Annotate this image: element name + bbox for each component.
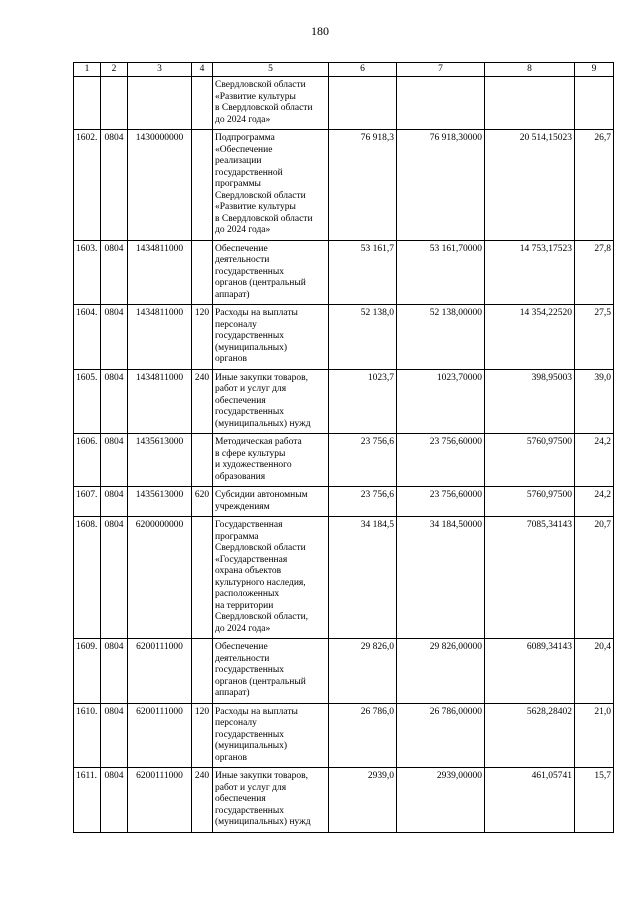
executed-amount-cell: 5760,97500 [485, 487, 575, 517]
item-name-line: образования [215, 471, 266, 482]
executed-amount-cell: 14 753,17523 [485, 240, 575, 305]
execution-percent-cell: 27,5 [575, 305, 614, 370]
executed-amount-cell: 5628,28402 [485, 703, 575, 768]
item-name-line: на территории [215, 600, 274, 611]
column-header: 5 [213, 63, 329, 77]
item-name-line: (муниципальных) [215, 342, 288, 353]
target-code-cell: 1434811000 [128, 369, 192, 434]
execution-percent-cell: 24,2 [575, 487, 614, 517]
row-number-cell: 1611. [74, 768, 101, 833]
item-name-line: (муниципальных) [215, 741, 288, 751]
item-name-line: программа [215, 531, 259, 542]
executed-amount-cell: 461,05741 [485, 768, 575, 833]
executed-amount-cell: 5760,97500 [485, 434, 575, 487]
approved-amount-cell: 53 161,70000 [397, 240, 485, 305]
plan-amount-cell: 23 756,6 [329, 487, 397, 517]
table-row [74, 517, 614, 639]
item-name-cell [213, 77, 329, 130]
section-code-cell: 0804 [101, 517, 128, 639]
item-name-line: работ и услуг для [215, 384, 287, 394]
item-name-line: Свердловской области [215, 543, 306, 553]
table-header-row [74, 63, 614, 77]
target-code-cell: 1435613000 [128, 434, 192, 487]
table-body [74, 77, 614, 833]
section-code-cell: 0804 [101, 434, 128, 487]
row-number-cell: 1610. [74, 703, 101, 768]
target-code-cell: 1434811000 [128, 305, 192, 370]
item-name-line: государственной [215, 167, 283, 178]
plan-amount-cell [329, 77, 397, 130]
item-name-line: Методическая работа [215, 437, 302, 447]
item-name-line: Расходы на выплаты [215, 308, 298, 318]
plan-amount-cell: 23 756,6 [329, 434, 397, 487]
row-number-cell: 1602. [74, 130, 101, 241]
item-name-line: Свердловской области [215, 190, 306, 201]
table-row [74, 639, 614, 704]
row-number-cell: 1606. [74, 434, 101, 487]
column-header: 6 [329, 63, 397, 77]
item-name-line: Обеспечение [215, 243, 268, 254]
row-number-cell: 1608. [74, 517, 101, 639]
row-number-cell: 1605. [74, 369, 101, 434]
table-row [74, 305, 614, 370]
item-name-line: обеспечения [215, 395, 266, 406]
approved-amount-cell: 34 184,50000 [397, 517, 485, 639]
table-row [74, 487, 614, 517]
expense-type-cell [192, 130, 213, 241]
section-code-cell: 0804 [101, 703, 128, 768]
expense-type-cell: 240 [192, 768, 213, 833]
expense-type-cell: 620 [192, 487, 213, 517]
page-number: 180 [311, 24, 329, 38]
execution-percent-cell: 20,7 [575, 517, 614, 639]
section-code-cell [101, 77, 128, 130]
execution-percent-cell: 27,8 [575, 240, 614, 305]
item-name-line: Субсидии автономным [215, 490, 308, 500]
item-name-line: Государственная [215, 520, 283, 530]
execution-percent-cell: 21,0 [575, 703, 614, 768]
target-code-cell [128, 77, 192, 130]
item-name-line: деятельности [215, 653, 270, 664]
item-name-line: Иные закупки товаров, [215, 372, 308, 383]
plan-amount-cell: 34 184,5 [329, 517, 397, 639]
executed-amount-cell: 398,95003 [485, 369, 575, 434]
row-number-cell: 1607. [74, 487, 101, 517]
section-code-cell: 0804 [101, 305, 128, 370]
item-name-line: Свердловской области [215, 80, 306, 90]
row-number-cell: 1603. [74, 240, 101, 305]
item-name-line: государственных [215, 331, 285, 341]
table-row [74, 240, 614, 305]
approved-amount-cell: 26 786,00000 [397, 703, 485, 768]
approved-amount-cell [397, 77, 485, 130]
item-name-line: работ и услуг для [215, 782, 287, 793]
item-name-cell [213, 240, 329, 305]
executed-amount-cell: 7085,34143 [485, 517, 575, 639]
row-number-cell: 1609. [74, 639, 101, 704]
item-name-line: обеспечения [215, 794, 266, 804]
row-number-cell: 1604. [74, 305, 101, 370]
executed-amount-cell [485, 77, 575, 130]
approved-amount-cell: 29 826,00000 [397, 639, 485, 704]
plan-amount-cell: 29 826,0 [329, 639, 397, 704]
expense-type-cell [192, 240, 213, 305]
item-name-line: персоналу [215, 319, 257, 330]
item-name-line: государственных [215, 266, 285, 277]
expense-type-cell: 240 [192, 369, 213, 434]
approved-amount-cell: 2939,00000 [397, 768, 485, 833]
table-row [74, 434, 614, 487]
executed-amount-cell: 14 354,22520 [485, 305, 575, 370]
item-name-line: государственных [215, 665, 285, 675]
item-name-line: в сфере культуры [215, 448, 286, 459]
item-name-line: государственных [215, 407, 285, 417]
plan-amount-cell: 52 138,0 [329, 305, 397, 370]
section-code-cell: 0804 [101, 369, 128, 434]
item-name-line: деятельности [215, 255, 270, 265]
item-name-line: в Свердловской области [215, 103, 313, 113]
item-name-line: до 2024 года» [215, 623, 271, 634]
item-name-line: государственных [215, 729, 285, 740]
plan-amount-cell: 76 918,3 [329, 130, 397, 241]
table-row [74, 369, 614, 434]
item-name-line: расположенных [215, 589, 280, 599]
item-name-cell [213, 130, 329, 241]
target-code-cell: 1434811000 [128, 240, 192, 305]
row-number-cell [74, 77, 101, 130]
column-header: 1 [74, 63, 101, 77]
section-code-cell: 0804 [101, 487, 128, 517]
item-name-cell [213, 639, 329, 704]
item-name-line: учреждениям [215, 501, 270, 512]
item-name-line: Расходы на выплаты [215, 706, 298, 717]
target-code-cell: 6200111000 [128, 768, 192, 833]
item-name-cell [213, 703, 329, 768]
item-name-line: Свердловской области, [215, 612, 309, 622]
target-code-cell: 1430000000 [128, 130, 192, 241]
plan-amount-cell: 26 786,0 [329, 703, 397, 768]
expense-type-cell: 120 [192, 703, 213, 768]
item-name-line: органов [215, 752, 247, 763]
item-name-line: государственных [215, 805, 285, 816]
item-name-line: культурного наследия, [215, 577, 306, 588]
item-name-cell [213, 517, 329, 639]
item-name-line: персоналу [215, 718, 257, 728]
approved-amount-cell: 52 138,00000 [397, 305, 485, 370]
item-name-line: (муниципальных) нужд [215, 817, 311, 827]
table-row [74, 130, 614, 241]
item-name-line: органов (центральный [215, 278, 306, 288]
execution-percent-cell: 24,2 [575, 434, 614, 487]
approved-amount-cell: 76 918,30000 [397, 130, 485, 241]
item-name-line: Обеспечение [215, 642, 268, 652]
column-header: 8 [485, 63, 575, 77]
item-name-cell [213, 369, 329, 434]
target-code-cell: 1435613000 [128, 487, 192, 517]
expense-type-cell [192, 434, 213, 487]
column-header: 9 [575, 63, 614, 77]
section-code-cell: 0804 [101, 130, 128, 241]
expense-type-cell [192, 517, 213, 639]
target-code-cell: 6200111000 [128, 639, 192, 704]
item-name-line: до 2024 года» [215, 225, 271, 235]
expense-type-cell: 120 [192, 305, 213, 370]
item-name-cell [213, 434, 329, 487]
section-code-cell: 0804 [101, 768, 128, 833]
item-name-line: аппарат) [215, 688, 250, 698]
item-name-cell [213, 768, 329, 833]
item-name-line: до 2024 года» [215, 114, 271, 125]
column-header: 4 [192, 63, 213, 77]
approved-amount-cell: 1023,70000 [397, 369, 485, 434]
executed-amount-cell: 6089,34143 [485, 639, 575, 704]
plan-amount-cell: 1023,7 [329, 369, 397, 434]
item-name-line: в Свердловской области [215, 213, 313, 224]
section-code-cell: 0804 [101, 240, 128, 305]
column-header: 3 [128, 63, 192, 77]
item-name-line: аппарат) [215, 289, 250, 300]
approved-amount-cell: 23 756,60000 [397, 434, 485, 487]
item-name-line: «Обеспечение [215, 144, 273, 155]
item-name-cell [213, 487, 329, 517]
item-name-line: Подпрограмма [215, 133, 275, 143]
target-code-cell: 6200000000 [128, 517, 192, 639]
execution-percent-cell [575, 77, 614, 130]
execution-percent-cell: 15,7 [575, 768, 614, 833]
item-name-line: «Развитие культуры [215, 91, 296, 102]
expense-type-cell [192, 639, 213, 704]
section-code-cell: 0804 [101, 639, 128, 704]
plan-amount-cell: 53 161,7 [329, 240, 397, 305]
budget-table [73, 62, 614, 833]
item-name-cell [213, 305, 329, 370]
item-name-line: (муниципальных) нужд [215, 418, 311, 429]
table-row [74, 77, 614, 130]
item-name-line: и художественного [215, 460, 292, 470]
approved-amount-cell: 23 756,60000 [397, 487, 485, 517]
expense-type-cell [192, 77, 213, 130]
item-name-line: охрана объектов [215, 566, 282, 576]
execution-percent-cell: 39,0 [575, 369, 614, 434]
item-name-line: Иные закупки товаров, [215, 771, 308, 781]
plan-amount-cell: 2939,0 [329, 768, 397, 833]
target-code-cell: 6200111000 [128, 703, 192, 768]
column-header: 2 [101, 63, 128, 77]
item-name-line: «Развитие культуры [215, 202, 296, 212]
item-name-line: органов (центральный [215, 676, 306, 687]
execution-percent-cell: 20,4 [575, 639, 614, 704]
execution-percent-cell: 26,7 [575, 130, 614, 241]
table-row [74, 768, 614, 833]
item-name-line: органов [215, 354, 247, 364]
table-row [74, 703, 614, 768]
column-header: 7 [397, 63, 485, 77]
item-name-line: программы [215, 179, 261, 189]
executed-amount-cell: 20 514,15023 [485, 130, 575, 241]
item-name-line: реализации [215, 156, 262, 166]
item-name-line: «Государственная [215, 554, 288, 565]
